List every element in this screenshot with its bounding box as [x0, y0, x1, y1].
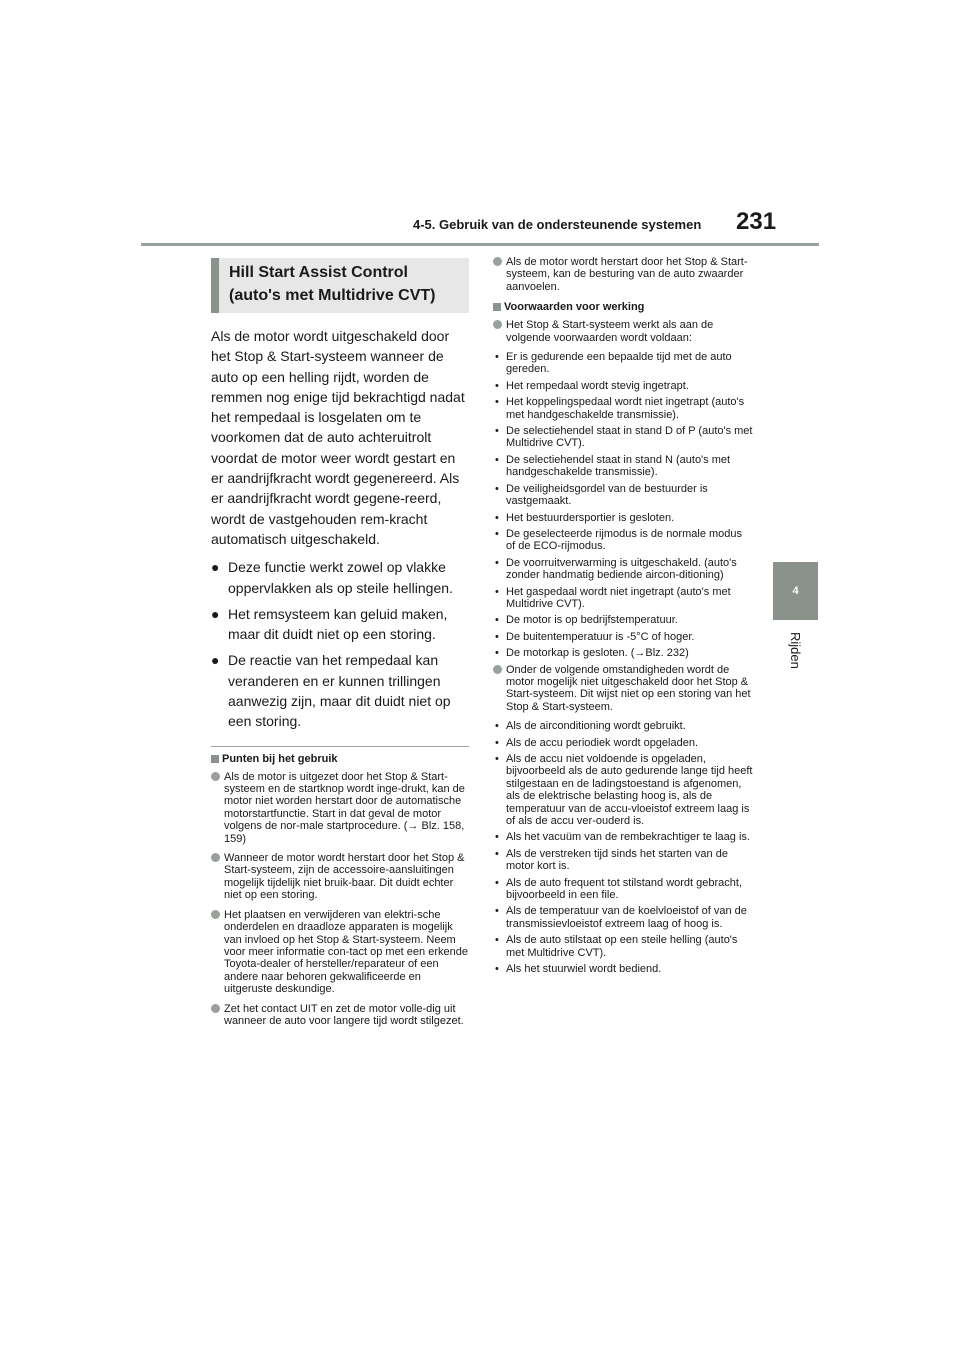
list-item: • Als de accu niet voldoende is opgeladen, bijvoorbeeld als de auto gedurende lange tijd heeft stilgestaan en de ladingstoestand is afgenomen, als de elektrische belasting hoog is, als de temperatuur van de accu-vloeistof extreem laag is of als de accu ver-ouderd is. — [495, 753, 753, 828]
note-item: Wanneer de motor wordt herstart door het Stop & Start-systeem, zijn de accessoire-aansluitingen mogelijk tijdelijk niet bruik-baar. Dit duidt echter niet op een storing. — [211, 852, 469, 902]
dot-bullet-icon: • — [495, 453, 499, 466]
list-item: • Als de accu periodiek wordt opgeladen. — [495, 736, 699, 749]
circle-bullet-icon — [211, 772, 220, 781]
dot-bullet-icon: • — [495, 647, 499, 660]
header-divider — [141, 243, 819, 246]
list-item: • De selectiehendel staat in stand N (auto's met handgeschakelde transmissie). — [495, 453, 731, 479]
list-item: • De veiligheidsgordel van de bestuurder is vastgemaakt. — [495, 482, 708, 508]
list-item: • Als het vacuüm van de rembekrachtiger te laag is. — [495, 831, 750, 844]
list-item: ● Deze functie werkt zowel op vlakke oppervlakken als op steile hellingen. — [211, 559, 453, 596]
note-item: Onder de volgende omstandigheden wordt de motor mogelijk niet uitgeschakeld door het Stop & Start-systeem. Dit wijst niet op een storing van het Stop & Start-systeem. — [493, 664, 753, 714]
circle-bullet-icon — [493, 665, 502, 674]
dot-bullet-icon: • — [495, 736, 499, 749]
dot-bullet-icon: • — [495, 905, 499, 918]
note-item: Zet het contact UIT en zet de motor volle-dig uit wanneer de auto voor langere tijd wordt stilgezet. — [211, 1003, 469, 1028]
chapter-tab: 4 — [773, 562, 818, 620]
note-item: Als de motor wordt herstart door het Stop & Start-systeem, kan de besturing van de auto zwaarder aanvoelen. — [493, 256, 753, 293]
dot-bullet-icon: • — [495, 934, 499, 947]
list-item: • Als de auto frequent tot stilstand wordt gebracht, bijvoorbeeld in een file. — [495, 876, 743, 902]
note-item: Het Stop & Start-systeem werkt als aan de volgende voorwaarden wordt voldaan: — [493, 319, 753, 344]
square-icon — [493, 303, 501, 311]
list-item: ● Het remsysteem kan geluid maken, maar dit duidt niet op een storing. — [211, 605, 448, 643]
list-item: • Als de auto stilstaat op een steile helling (auto's met Multidrive CVT). — [495, 934, 738, 959]
dot-bullet-icon: • — [495, 556, 499, 569]
list-item: • Het koppelingspedaal wordt niet ingetrapt (auto's met handgeschakelde transmissie). — [495, 396, 745, 421]
not-stop-conditions-list — [493, 720, 753, 975]
dot-bullet-icon: • — [495, 585, 499, 598]
dot-bullet-icon: • — [495, 425, 499, 438]
section-title: 4-5. Gebruik van de ondersteunende systemen — [413, 217, 702, 232]
left-column — [211, 258, 469, 1034]
list-item: • Het gaspedaal wordt niet ingetrapt (auto's met Multidrive CVT). — [495, 585, 731, 610]
list-item: • Als de verstreken tijd sinds het starten van de motor kort is. — [495, 847, 728, 873]
feature-list — [211, 557, 469, 731]
list-item: • De voorruitverwarming is uitgeschakeld. (auto's zonder handmatig bediende aircon-ditioning) — [495, 556, 737, 582]
list-item: • De buitentemperatuur is -5°C of hoger. — [495, 630, 695, 643]
dot-bullet-icon: • — [495, 396, 499, 409]
list-item: • Als de temperatuur van de koelvloeistof of van de transmissievloeistof extreem laag of hoog is. — [495, 905, 747, 930]
chapter-label: Rijden — [788, 632, 803, 669]
circle-bullet-icon — [211, 910, 220, 919]
list-item: • De motorkap is gesloten. (→Blz. 232) — [495, 647, 689, 660]
operate-conditions-list — [493, 351, 753, 660]
square-icon — [211, 755, 219, 763]
list-item: • De geselecteerde rijmodus is de normale modus of de ECO-rijmodus. — [495, 527, 743, 553]
dot-bullet-icon: • — [495, 351, 499, 364]
list-item: • De selectiehendel staat in stand D of P (auto's met Multidrive CVT). — [495, 425, 753, 450]
right-column — [493, 256, 753, 980]
circle-bullet-icon — [493, 320, 502, 329]
intro-paragraph: Als de motor wordt uitgeschakeld door het Stop & Start-systeem wanneer de auto op een helling rijdt, worden de remmen nog enige tijd bekrachtigd nadat het rempedaal is losgelaten om te voorkomen dat de auto achteruitrolt voordat de motor weer wordt gestart en er aandrijfkracht wordt gegenereerd. Als er aandrijfkracht wordt gegene-reerd, wordt de vastgehouden rem-kracht automatisch uitgeschakeld. — [211, 328, 465, 547]
list-item: • Het bestuurdersportier is gesloten. — [495, 511, 675, 524]
dot-bullet-icon: • — [495, 753, 499, 765]
note-item: Als de motor is uitgezet door het Stop & Start-systeem en de startknop wordt inge-drukt, kan de motor niet worden herstart door de automatische motorstartfunctie. Start in dat geval de motor volgens de nor-male startprocedure. (→ Blz. 158, 159) — [211, 771, 469, 845]
list-item: • Als de airconditioning wordt gebruikt. — [495, 720, 686, 733]
list-item: • Er is gedurende een bepaalde tijd met de auto gereden. — [495, 351, 732, 376]
bullet-icon: ● — [211, 652, 220, 669]
dot-bullet-icon: • — [495, 963, 499, 976]
circle-bullet-icon — [211, 1004, 220, 1013]
dot-bullet-icon: • — [495, 511, 499, 524]
list-item: ● De reactie van het rempedaal kan veranderen en er kunnen trillingen aanwezig zijn, maar dit duidt niet op een storing. — [211, 652, 451, 730]
conditions-heading: Voorwaarden voor werking — [493, 300, 753, 314]
bullet-icon: ● — [211, 559, 220, 576]
dot-bullet-icon: • — [495, 831, 499, 844]
section-heading: Hill Start Assist Control (auto's met Multidrive CVT) — [211, 258, 469, 313]
note-item: Het plaatsen en verwijderen van elektri-sche onderdelen en draadloze apparaten is mogelijk van invloed op het Stop & Start-systeem. Neem voor meer informatie con-tact op met een erkende Toyota-dealer of hersteller/reparateur of een andere naar behoren gekwalificeerde en uitgeruste deskundige. — [211, 909, 469, 996]
dot-bullet-icon: • — [495, 379, 499, 392]
dot-bullet-icon: • — [495, 614, 499, 627]
list-item: • Als het stuurwiel wordt bediend. — [495, 963, 662, 976]
dot-bullet-icon: • — [495, 876, 499, 889]
circle-bullet-icon — [493, 257, 502, 266]
notes-heading: Punten bij het gebruik — [211, 752, 469, 766]
bullet-icon: ● — [211, 605, 220, 622]
list-item: • De motor is op bedrijfstemperatuur. — [495, 614, 678, 627]
page-number: 231 — [736, 208, 777, 235]
dot-bullet-icon: • — [495, 630, 499, 643]
list-item: • Het rempedaal wordt stevig ingetrapt. — [495, 379, 689, 392]
dot-bullet-icon: • — [495, 482, 499, 495]
notes-divider — [211, 746, 469, 747]
dot-bullet-icon: • — [495, 527, 499, 540]
circle-bullet-icon — [211, 853, 220, 862]
dot-bullet-icon: • — [495, 720, 499, 733]
dot-bullet-icon: • — [495, 847, 499, 860]
